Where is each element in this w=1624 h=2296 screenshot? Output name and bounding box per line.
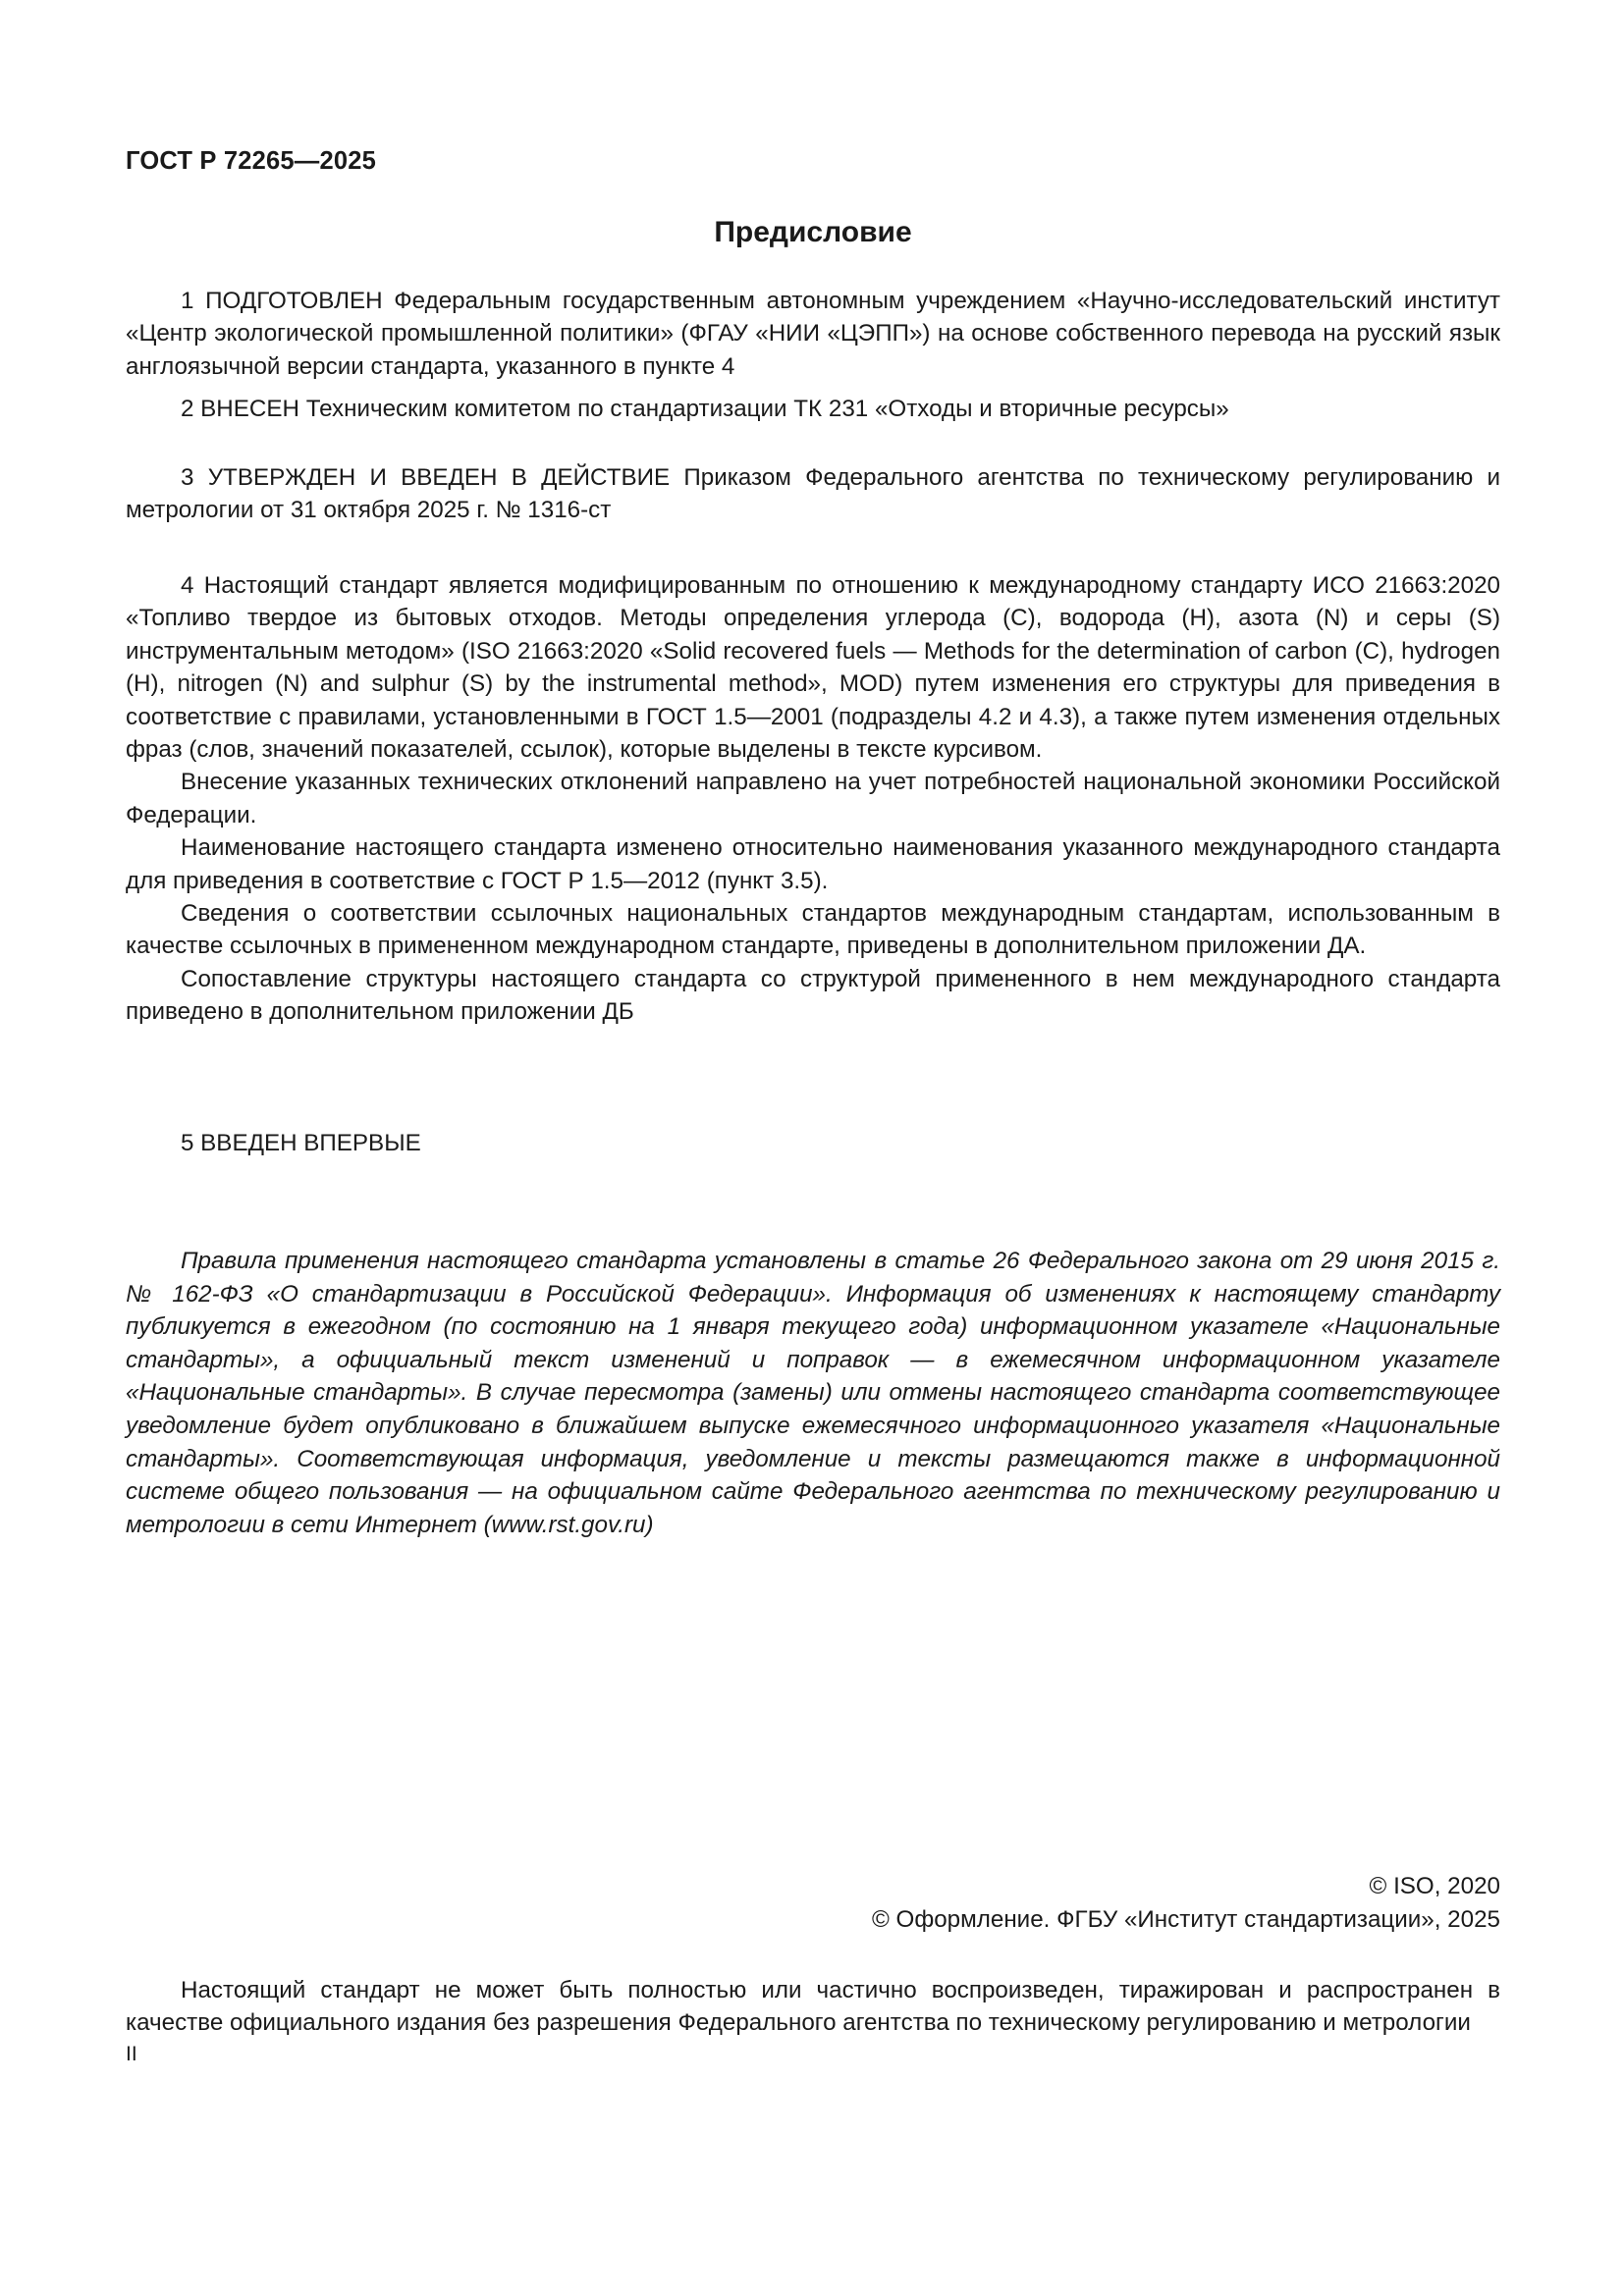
reproduction-notice (126, 1974, 1500, 2040)
foreword-item-4-paragraph-1: 4 Настоящий стандарт является модифицированным по отношению к международному стандарту ИСО 21663:2020 «Топливо твердое из бытовых отходов. Методы определения углерода (C), водорода (H), азота (N) и серы (S) инструментальным методом» (ISO 21663:2020 «Solid recovered fuels — Methods for the determination of carbon (C), hydrogen (H), nitrogen (N) and sulphur (S) by the instrumental method», MOD) путем изменения его структуры для приведения в соответствие с правилами, установленными в ГОСТ 1.5—2001 (подразделы 4.2 и 4.3), а также путем изменения отдельных фраз (слов, значений показателей, ссылок), которые выделены в тексте курсивом. (126, 572, 1500, 764)
foreword-item-5 (126, 1127, 1500, 1159)
foreword-item-5-text: 5 ВВЕДЕН ВПЕРВЫЕ (181, 1130, 421, 1156)
copyright-line-iso: © ISO, 2020 (1369, 1873, 1500, 1899)
foreword-item-3 (126, 461, 1500, 527)
page-number: II (126, 2043, 137, 2065)
reproduction-notice-text: Настоящий стандарт не может быть полностью или частично воспроизведен, тиражирован и распространен в качестве официального издания без разрешения Федерального агентства по техническому регулированию и метрологии (126, 1977, 1500, 2037)
foreword-item-4-paragraph-5: Сопоставление структуры настоящего стандарта со структурой примененного в нем международного стандарта приведено в дополнительном приложении ДБ (126, 965, 1500, 1026)
application-rules-note-text: Правила применения настоящего стандарта установлены в статье 26 Федерального закона от 29 июня 2015 г. № 162-ФЗ «О стандартизации в Российской Федерации». Информация об изменениях к настоящему стандарту публикуется в ежегодном (по состоянию на 1 января текущего года) информационном указателе «Национальные стандарты», а официальный текст изменений и поправок — в ежемесячном информационном указателе «Национальные стандарты». В случае пересмотра (замены) или отмены настоящего стандарта соответствующее уведомление будет опубликовано в ближайшем выпуске ежемесячного информационного указателя «Национальные стандарты». Соответствующая информация, уведомление и тексты размещаются также в информационной системе общего пользования — на официальном сайте Федерального агентства по техническому регулированию и метрологии в сети Интернет (www.rst.gov.ru) (126, 1248, 1500, 1538)
application-rules-note (126, 1245, 1500, 1541)
foreword-item-2 (126, 393, 1500, 425)
page-title: Предисловие (714, 216, 912, 248)
foreword-item-4-paragraph-2: Внесение указанных технических отклонений направлено на учет потребностей национальной экономики Российской Федерации. (126, 769, 1500, 828)
foreword-item-1-text: 1 ПОДГОТОВЛЕН Федеральным государственным автономным учреждением «Научно-исследовательский институт «Центр экологической промышленной политики» (ФГАУ «НИИ «ЦЭПП») на основе собственного перевода на русский язык англоязычной версии стандарта, указанного в пункте 4 (126, 288, 1500, 380)
foreword-item-4-paragraph-4: Сведения о соответствии ссылочных национальных стандартов международным стандартам, использованным в качестве ссылочных в примененном международном стандарте, приведены в дополнительном приложении ДА. (126, 900, 1500, 960)
foreword-item-3-text: 3 УТВЕРЖДЕН И ВВЕДЕН В ДЕЙСТВИЕ Приказом Федерального агентства по техническому регулированию и метрологии от 31 октября 2025 г. № 1316-ст (126, 464, 1500, 524)
copyright-block (126, 1870, 1500, 1936)
running-head: ГОСТ Р 72265—2025 (126, 147, 377, 175)
foreword-item-2-text: 2 ВНЕСЕН Техническим комитетом по стандартизации ТК 231 «Отходы и вторичные ресурсы» (181, 396, 1229, 422)
copyright-line-design: © Оформление. ФГБУ «Институт стандартизации», 2025 (871, 1905, 1500, 1933)
foreword-item-4 (126, 569, 1500, 1029)
foreword-item-4-paragraph-3: Наименование настоящего стандарта изменено относительно наименования указанного международного стандарта для приведения в соответствие с ГОСТ Р 1.5—2012 (пункт 3.5). (126, 834, 1500, 894)
foreword-item-1 (126, 285, 1500, 383)
